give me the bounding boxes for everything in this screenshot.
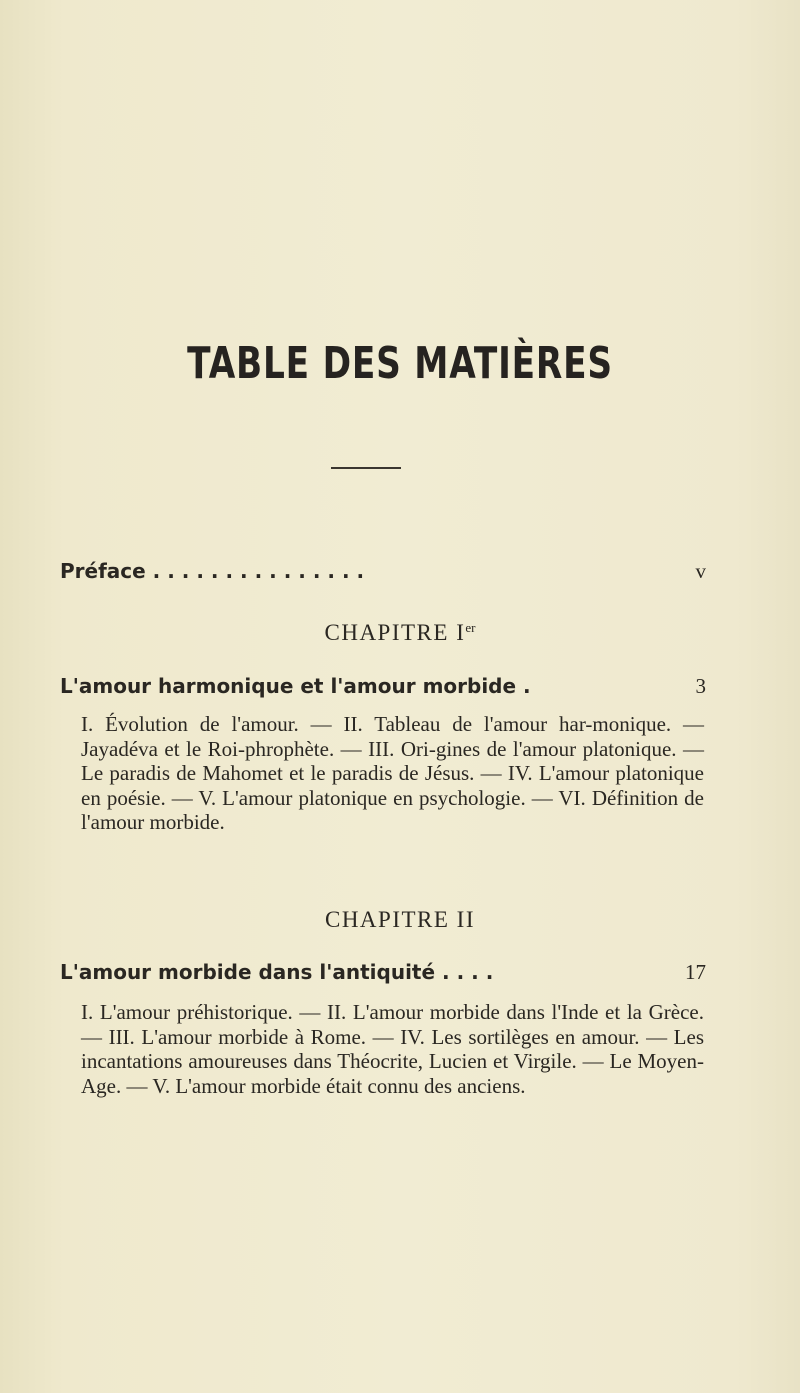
toc-entry-label: Préface . . . . . . . . . . . . . . . xyxy=(60,559,365,583)
chapter-summary-1: I. Évolution de l'amour. — II. Tableau de l'amour har-monique. — Jayadéva et le Roi-phrophète. — III. Ori-gines de l'amour platonique. — Le paradis de Mahomet et le paradis de Jésus. — IV. L'amour platonique en poésie. — V. L'amour platonique en psychologie. — VI. Définition de l'amour morbide. xyxy=(81,712,704,834)
chapter-heading-superscript: er xyxy=(465,620,476,635)
page-title: TABLE DES MATIÈRES xyxy=(187,338,613,389)
toc-entry-label: L'amour morbide dans l'antiquité . . . . xyxy=(60,960,494,984)
title-divider xyxy=(331,467,401,469)
toc-page-number: v xyxy=(695,559,706,583)
toc-page-number: 3 xyxy=(695,674,706,698)
toc-entry-chapter-2 xyxy=(60,960,706,984)
toc-entry-preface xyxy=(60,559,706,583)
toc-entry-chapter-1 xyxy=(60,674,706,698)
chapter-heading-1 xyxy=(0,620,800,646)
chapter-summary-2: I. L'amour préhistorique. — II. L'amour morbide dans l'Inde et la Grèce. — III. L'amour morbide à Rome. — IV. Les sortilèges en amour. — Les incantations amoureuses dans Théocrite, Lucien et Virgile. — Le Moyen-Age. — V. L'amour morbide était connu des anciens. xyxy=(81,1000,704,1098)
chapter-heading-text: CHAPITRE II xyxy=(324,907,476,932)
chapter-heading-text: CHAPITRE I xyxy=(324,620,466,645)
toc-entry-label: L'amour harmonique et l'amour morbide . xyxy=(60,674,531,698)
chapter-heading-2 xyxy=(0,907,800,933)
toc-page-number: 17 xyxy=(685,960,706,984)
